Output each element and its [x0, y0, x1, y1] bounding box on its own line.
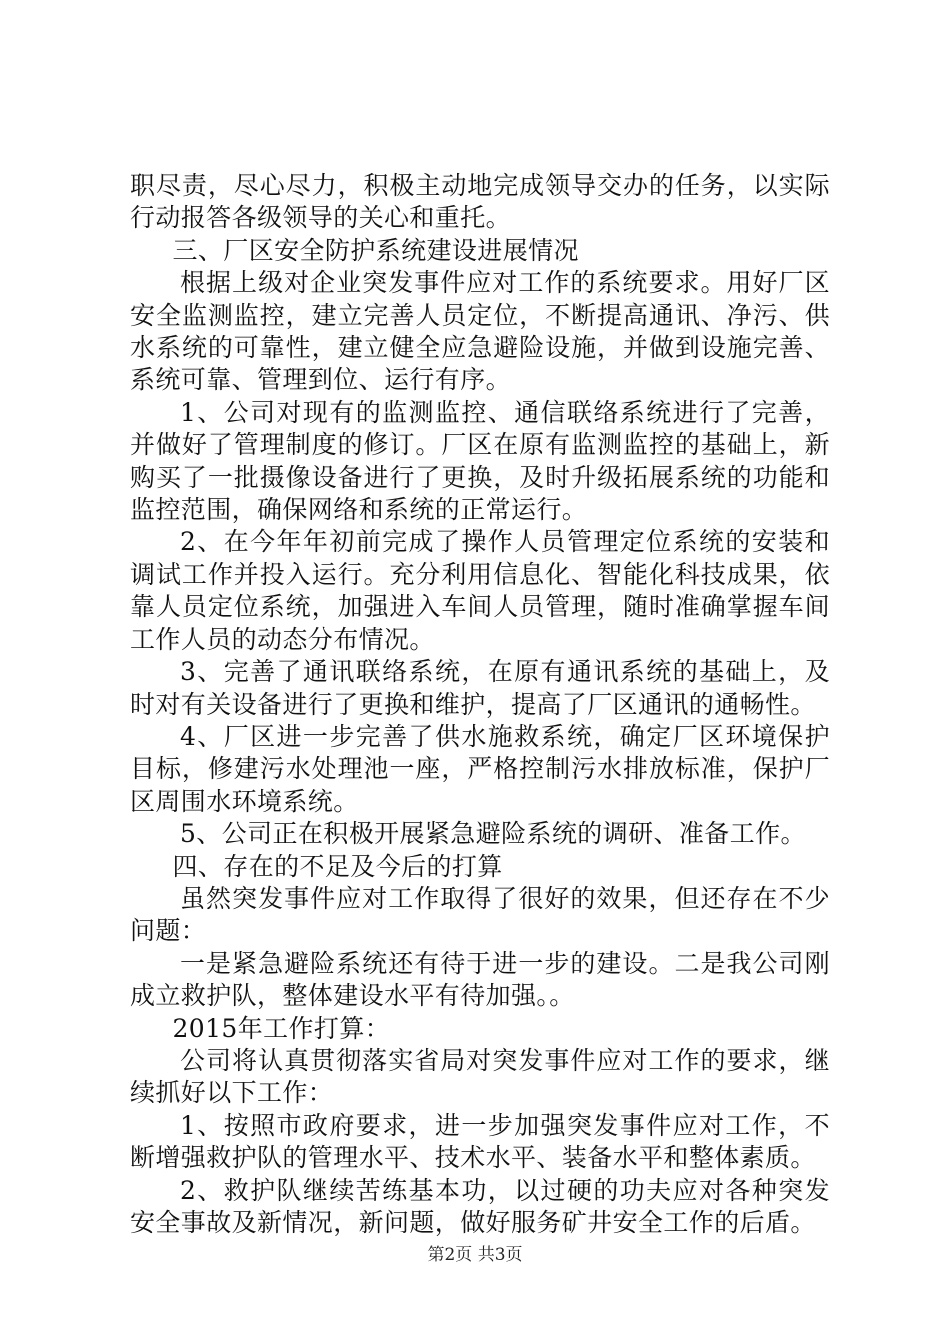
paragraph-plan-intro: 公司将认真贯彻落实省局对突发事件应对工作的要求，继续抓好以下工作： [130, 1045, 830, 1108]
paragraph-requirements: 根据上级对企业突发事件应对工作的系统要求。用好厂区安全监测监控，建立完善人员定位，不断提高通讯、净污、供水系统的可靠性，建立健全应急避险设施，并做到设施完善、系统可靠、管理到位、运行有序。 [130, 268, 830, 395]
paragraph-item-1: 1、公司对现有的监测监控、通信联络系统进行了完善，并做好了管理制度的修订。厂区在原有监测监控的基础上，新购买了一批摄像设备进行了更换，及时升级拓展系统的功能和监控范围，确保网络和系统的正常运行。 [130, 397, 830, 525]
paragraph-problem-details: 一是紧急避险系统还有待于进一步的建设。二是我公司刚成立救护队，整体建设水平有待加强。。 [130, 948, 830, 1011]
section-heading-4: 四、存在的不足及今后的打算 [172, 851, 503, 881]
page-number-footer: 第2页 共3页 [427, 1245, 523, 1265]
paragraph-problems: 虽然突发事件应对工作取得了很好的效果，但还存在不少问题： [130, 883, 830, 946]
paragraph-continuation: 职尽责，尽心尽力，积极主动地完成领导交办的任务，以实际行动报答各级领导的关心和重托。 [130, 171, 830, 233]
document-body [130, 170, 830, 1239]
plan-heading: 2015年工作打算： [172, 1013, 391, 1043]
paragraph-item-2: 2、在今年年初前完成了操作人员管理定位系统的安装和调试工作并投入运行。充分利用信息化、智能化科技成果，依靠人员定位系统，加强进入车间人员管理，随时准确掌握车间工作人员的动态分布情况。 [130, 527, 830, 654]
paragraph-item-3: 3、完善了通讯联络系统，在原有通讯系统的基础上，及时对有关设备进行了更换和维护，提高了厂区通讯的通畅性。 [130, 657, 830, 719]
paragraph-plan-item-2: 2、救护队继续苦练基本功，以过硬的功夫应对各种突发安全事故及新情况，新问题，做好服务矿井安全工作的后盾。 [130, 1175, 830, 1237]
paragraph-plan-item-1: 1、按照市政府要求，进一步加强突发事件应对工作，不断增强救护队的管理水平、技术水平、装备水平和整体素质。 [130, 1110, 830, 1173]
section-heading-3: 三、厂区安全防护系统建设进展情况 [172, 235, 579, 265]
paragraph-item-4: 4、厂区进一步完善了供水施救系统，确定厂区环境保护目标，修建污水处理池一座，严格控制污水排放标准，保护厂区周围水环境系统。 [130, 721, 830, 816]
paragraph-item-5: 5、公司正在积极开展紧急避险系统的调研、准备工作。 [180, 819, 806, 849]
